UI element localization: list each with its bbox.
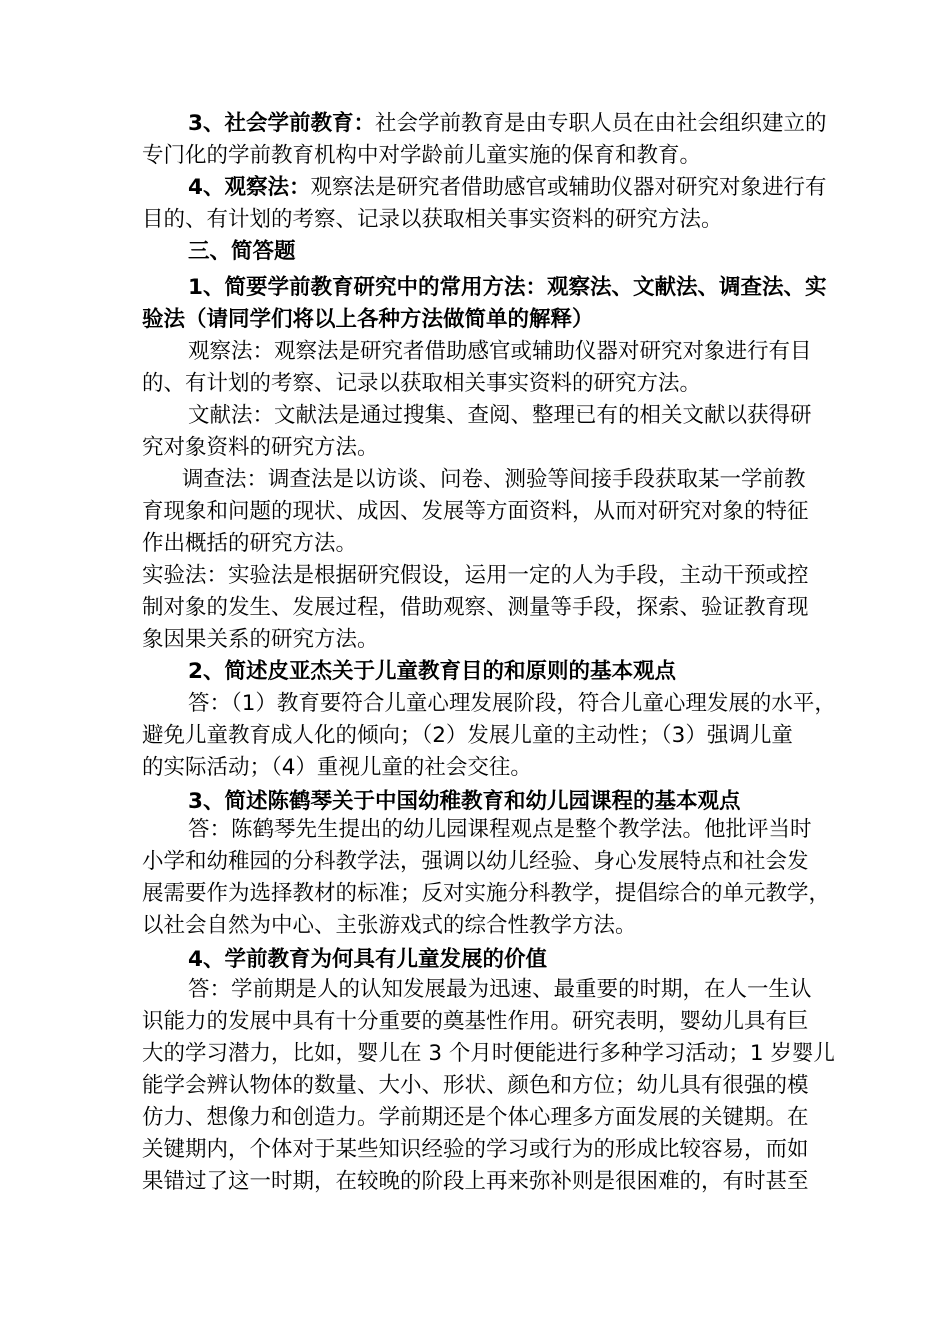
text-line: [142, 1134, 809, 1166]
body-text: 答：陈鹤琴先生提出的幼儿园课程观点是整个教学法。他批评当时: [188, 817, 812, 842]
text-line: [142, 496, 809, 528]
body-text: 识能力的发展中具有十分重要的奠基性作用。研究表明，婴幼儿具有巨: [142, 1009, 809, 1034]
body-text: 的、有计划的考察、记录以获取相关事实资料的研究方法。: [142, 371, 702, 396]
body-text: 展需要作为选择教材的标准；反对实施分科教学，提倡综合的单元教学，: [142, 881, 831, 906]
text-line: [142, 592, 809, 624]
text-line: [142, 752, 532, 784]
bold-text: 4、观察法：: [188, 175, 311, 200]
body-text: 观察法：观察法是研究者借助感官或辅助仪器对研究对象进行有目: [188, 339, 812, 364]
body-text: 社会学前教育是由专职人员在由社会组织建立的: [374, 111, 827, 136]
body-text: 以社会自然为中心、主张游戏式的综合性教学方法。: [142, 913, 637, 938]
text-line: [142, 368, 701, 400]
text-line: [188, 688, 836, 720]
text-line: [142, 910, 637, 942]
bold-text: 2、简述皮亚杰关于儿童教育目的和原则的基本观点: [188, 659, 676, 684]
text-line: [182, 464, 806, 496]
text-line: [142, 528, 357, 560]
text-line: [188, 336, 812, 368]
text-line: [142, 204, 723, 236]
bold-text: 3、社会学前教育：: [188, 111, 375, 136]
text-line: [142, 1038, 835, 1070]
body-text: 果错过了这一时期，在较晚的阶段上再来弥补则是很困难的，有时甚至: [142, 1169, 809, 1194]
body-text: 育现象和问题的现状、成因、发展等方面资料，从而对研究对象的特征: [142, 499, 809, 524]
text-line: [142, 432, 379, 464]
body-text: 制对象的发生、发展过程，借助观察、测量等手段，探索、验证教育现: [142, 595, 809, 620]
body-text: 文献法：文献法是通过搜集、查阅、整理已有的相关文献以获得研: [188, 403, 812, 428]
text-line: [188, 236, 296, 268]
text-line: [142, 1070, 809, 1102]
bold-text: 4、学前教育为何具有儿童发展的价值: [188, 947, 547, 972]
body-text: 关键期内，个体对于某些知识经验的学习或行为的形成比较容易，而如: [142, 1137, 809, 1162]
body-text: 仿力、想像力和创造力。学前期还是个体心理多方面发展的关键期。在: [142, 1105, 809, 1130]
body-text: 实验法：实验法是根据研究假设，运用一定的人为手段，主动干预或控: [142, 563, 809, 588]
text-line: [188, 974, 812, 1006]
text-line: [188, 944, 547, 976]
body-text: 究对象资料的研究方法。: [142, 435, 379, 460]
bold-text: 3、简述陈鹤琴关于中国幼稚教育和幼儿园课程的基本观点: [188, 789, 741, 814]
text-line: [142, 1102, 809, 1134]
text-line: [142, 304, 594, 336]
body-text: 答：（1）教育要符合儿童心理发展阶段，符合儿童心理发展的水平，: [188, 691, 836, 716]
body-text: 避免儿童教育成人化的倾向；（2）发展儿童的主动性；（3）强调儿童: [142, 723, 793, 748]
text-line: [142, 720, 793, 752]
body-text: 大的学习潜力，比如，婴儿在 3 个月时便能进行多种学习活动；1 岁婴儿: [142, 1041, 835, 1066]
text-line: [188, 656, 676, 688]
text-line: [142, 140, 701, 172]
text-line: [188, 814, 812, 846]
body-text: 目的、有计划的考察、记录以获取相关事实资料的研究方法。: [142, 207, 723, 232]
body-text: 观察法是研究者借助感官或辅助仪器对研究对象进行有: [310, 175, 827, 200]
text-line: [142, 624, 379, 656]
text-line: [188, 400, 812, 432]
body-text: 象因果关系的研究方法。: [142, 627, 379, 652]
text-line: [188, 172, 826, 204]
body-text: 作出概括的研究方法。: [142, 531, 358, 556]
text-line: [142, 560, 809, 592]
bold-text: 1、简要学前教育研究中的常用方法：观察法、文献法、调查法、实: [188, 275, 827, 300]
text-line: [188, 108, 826, 140]
body-text: 小学和幼稚园的分科教学法，强调以幼儿经验、身心发展特点和社会发: [142, 849, 809, 874]
body-text: 专门化的学前教育机构中对学龄前儿童实施的保育和教育。: [142, 143, 702, 168]
text-line: [142, 1166, 809, 1198]
text-line: [188, 272, 826, 304]
bold-text: 验法（请同学们将以上各种方法做简单的解释）: [142, 307, 594, 332]
text-line: [142, 878, 830, 910]
text-line: [142, 846, 809, 878]
body-text: 调查法：调查法是以访谈、问卷、测验等间接手段获取某一学前教: [182, 467, 806, 492]
text-line: [142, 1006, 809, 1038]
body-text: 能学会辨认物体的数量、大小、形状、颜色和方位；幼儿具有很强的模: [142, 1073, 809, 1098]
body-text: 的实际活动；（4）重视儿童的社会交往。: [142, 755, 532, 780]
body-text: 答：学前期是人的认知发展最为迅速、最重要的时期，在人一生认: [188, 977, 812, 1002]
bold-text: 三、简答题: [188, 239, 296, 264]
